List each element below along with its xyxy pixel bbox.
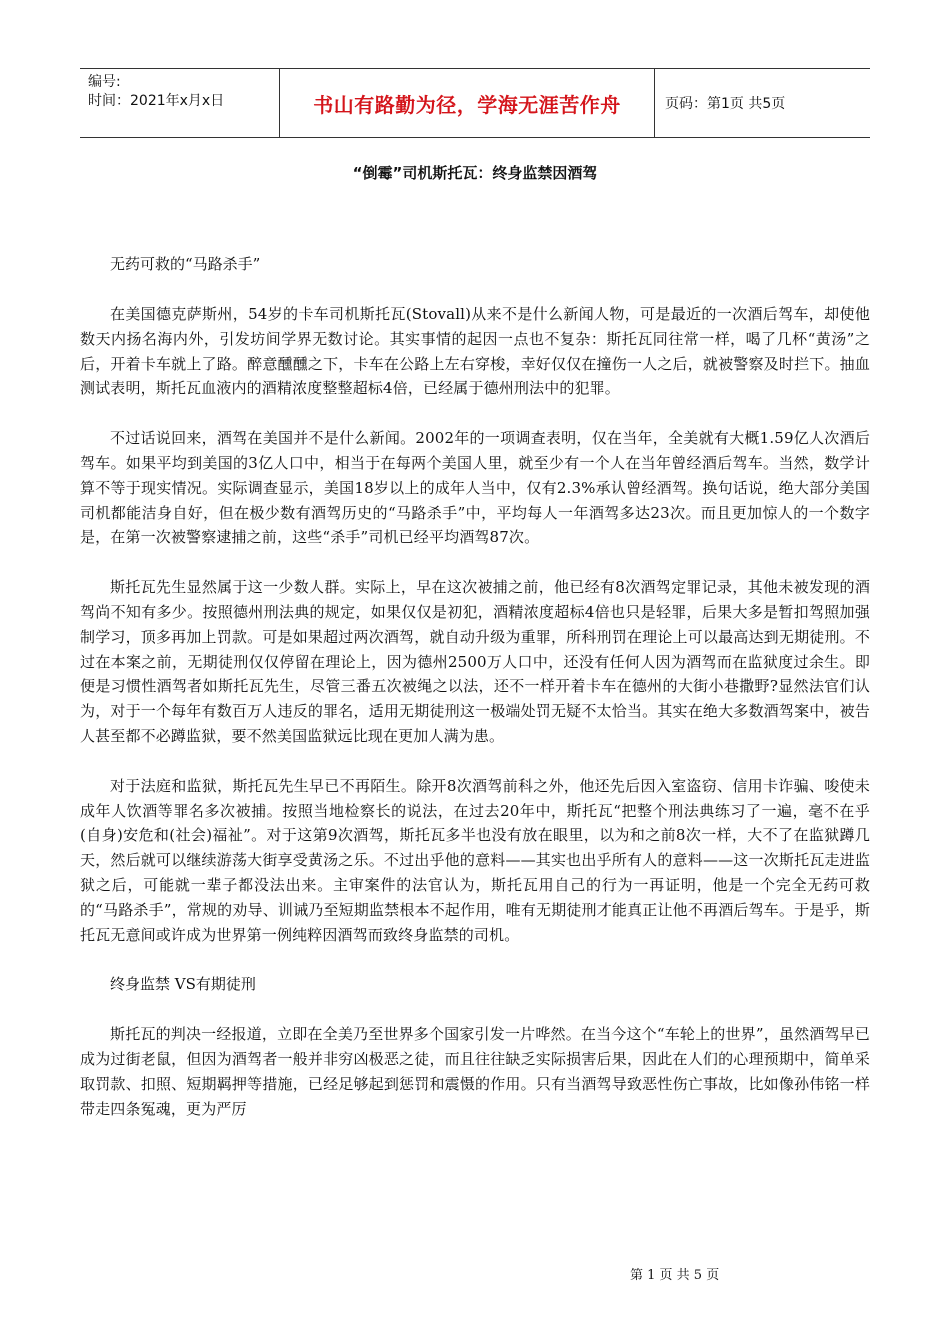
section-heading-1: 无药可救的“马路杀手” xyxy=(110,255,261,273)
document-body xyxy=(80,252,870,1147)
header-table xyxy=(80,68,870,138)
header-page-info: 页码：第1页 共5页 xyxy=(665,96,786,112)
header-motto: 书山有路勤为径，学海无涯苦作舟 xyxy=(280,69,655,137)
section-heading-2: 终身监禁 VS有期徒刑 xyxy=(110,975,256,994)
paragraph-5: 斯托瓦的判决一经报道，立即在全美乃至世界多个国家引发一片哗然。在当今这个“车轮上的世界”，虽然酒驾早已成为过街老鼠，但因为酒驾者一般并非穷凶极恶之徒，而且往往缺乏实际损害后果，因此在人们的心理预期中，简单采取罚款、扣照、短期羁押等措施，已经足够起到惩罚和震慑的作用。只有当酒驾导致恶性伤亡事故，比如像孙伟铭一样带走四条冤魂，更为严厉 xyxy=(80,1025,870,1118)
paragraph-3: 斯托瓦先生显然属于这一少数人群。实际上，早在这次被捕之前，他已经有8次酒驾定罪记录，其他未被发现的酒驾尚不知有多少。按照德州刑法典的规定，如果仅仅是初犯，酒精浓度超标4倍也只是轻罪，后果大多是暂扣驾照加强制学习，顶多再加上罚款。可是如果超过两次酒驾，就自动升级为重罪，所科刑罚在理论上可以最高达到无期徒刑。不过在本案之前，无期徒刑仅仅停留在理论上，因为德州2500万人口中，还没有任何人因为酒驾而在监狱度过余生。即便是习惯性酒驾者如斯托瓦先生，尽管三番五次被绳之以法，还不一样开着卡车在德州的大街小巷撒野?显然法官们认为，对于一个每年有数百万人违反的罪名，适用无期徒刑这一极端处罚无疑不太恰当。其实在绝大多数酒驾案中，被告人甚至都不必蹲监狱，要不然美国监狱远比现在更加人满为患。 xyxy=(80,578,870,745)
date-label: 时间：2021年x月x日 xyxy=(88,93,225,109)
page-footer: 第 1 页 共 5 页 xyxy=(630,1268,720,1283)
header-meta xyxy=(80,69,280,137)
paragraph-2: 不过话说回来，酒驾在美国并不是什么新闻。2002年的一项调查表明，仅在当年，全美就有大概1.59亿人次酒后驾车。如果平均到美国的3亿人口中，相当于在每两个美国人里，就至少有一个人在当年曾经酒后驾车。当然，数学计算不等于现实情况。实际调查显示，美国18岁以上的成年人当中，仅有2.3%承认曾经酒驾。换句话说，绝大部分美国司机都能洁身自好，但在极少数有酒驾历史的“马路杀手”中，平均每人一年酒驾多达23次。而且更加惊人的一个数字是，在第一次被警察逮捕之前，这些“杀手”司机已经平均酒驾87次。 xyxy=(80,429,870,547)
document-title: “倒霉”司机斯托瓦：终身监禁因酒驾 xyxy=(352,164,598,182)
number-label: 编号: xyxy=(88,74,121,90)
paragraph-4: 对于法庭和监狱，斯托瓦先生早已不再陌生。除开8次酒驾前科之外，他还先后因入室盗窃、信用卡诈骗、唆使未成年人饮酒等罪名多次被捕。按照当地检察长的说法，在过去20年中，斯托瓦“把整个刑法典练习了一遍，毫不在乎(自身)安危和(社会)福祉”。对于这第9次酒驾，斯托瓦多半也没有放在眼里，以为和之前8次一样，大不了在监狱蹲几天，然后就可以继续游荡大街享受黄汤之乐。不过出乎他的意料——其实也出乎所有人的意料——这一次斯托瓦走进监狱之后，可能就一辈子都没法出来。主审案件的法官认为，斯托瓦用自己的行为一再证明，他是一个完全无药可救的“马路杀手”，常规的劝导、训诫乃至短期监禁根本不起作用，唯有无期徒刑才能真正让他不再酒后驾车。于是乎，斯托瓦无意间或许成为世界第一例纯粹因酒驾而致终身监禁的司机。 xyxy=(80,776,870,944)
paragraph-1: 在美国德克萨斯州，54岁的卡车司机斯托瓦(Stovall)从来不是什么新闻人物，可是最近的一次酒后驾车，却使他数天内扬名海内外，引发坊间学界无数讨论。其实事情的起因一点也不复杂：斯托瓦同往常一样，喝了几杯“黄汤”之后，开着卡车就上了路。醉意醺醺之下，卡车在公路上左右穿梭，幸好仅仅在撞伤一人之后，就被警察及时拦下。抽血测试表明，斯托瓦血液内的酒精浓度整整超标4倍，已经属于德州刑法中的犯罪。 xyxy=(80,305,870,398)
